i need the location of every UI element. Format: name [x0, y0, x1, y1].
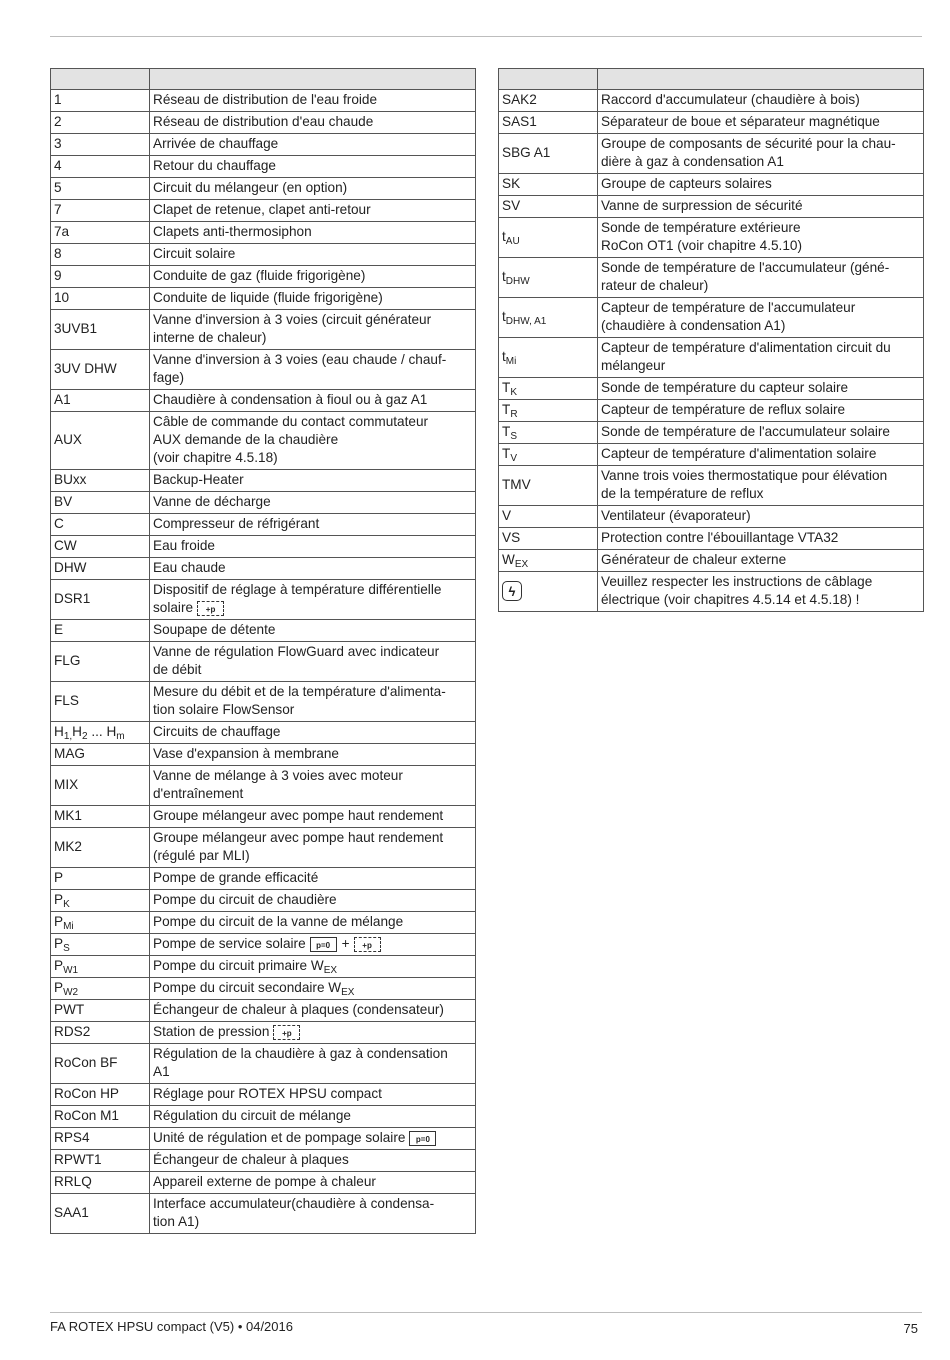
legend-table-left [50, 68, 476, 1234]
legend-description [150, 390, 476, 412]
legend-description [150, 1044, 476, 1084]
legend-description [150, 580, 476, 620]
description-line: de débit [153, 662, 202, 677]
legend-description [150, 310, 476, 350]
description-line: Groupe de capteurs solaires [601, 176, 772, 191]
table-row [51, 288, 476, 310]
legend-code: 3UV DHW [51, 350, 150, 390]
header-cell [598, 69, 924, 90]
legend-description [598, 444, 924, 466]
legend-code: $t_{AU}$ [499, 218, 598, 258]
legend-description [150, 112, 476, 134]
description-line: Générateur de chaleur externe [601, 552, 787, 567]
legend-code: FLS [51, 682, 150, 722]
table-row [499, 134, 924, 174]
legend-code: MK1 [51, 806, 150, 828]
description-line: Vanne de surpression de sécurité [601, 198, 803, 213]
table-row [51, 222, 476, 244]
description-line: Protection contre l'ébouillantage VTA32 [601, 530, 839, 545]
legend-code: AUX [51, 412, 150, 470]
table-row [51, 244, 476, 266]
legend-code: 9 [51, 266, 150, 288]
legend-description [150, 178, 476, 200]
legend-code: RDS2 [51, 1022, 150, 1044]
description-line: Backup-Heater [153, 472, 244, 487]
legend-description [150, 978, 476, 1000]
legend-code: 3UVB1 [51, 310, 150, 350]
legend-code: 10 [51, 288, 150, 310]
legend-code: A1 [51, 390, 150, 412]
legend-code: $P_{W1}$ [51, 956, 150, 978]
description-line: Échangeur de chaleur à plaques [153, 1152, 349, 1167]
legend-table-right [498, 68, 924, 612]
description-line: Vanne d'inversion à 3 voies (circuit générateur [153, 312, 432, 327]
description-line: Retour du chauffage [153, 158, 276, 173]
table-row [51, 956, 476, 978]
table-row [499, 258, 924, 298]
table-row [499, 506, 924, 528]
legend-description [598, 572, 924, 612]
page-number: 75 [903, 1321, 918, 1336]
table-row [51, 390, 476, 412]
legend-description [150, 956, 476, 978]
table-row [499, 338, 924, 378]
description-line: Eau froide [153, 538, 215, 553]
legend-code: 1 [51, 90, 150, 112]
legend-description [598, 550, 924, 572]
description-subscript: EX [341, 987, 355, 998]
header-cell [499, 69, 598, 90]
description-line: Régulation de la chaudière à gaz à condensation [153, 1046, 448, 1061]
description-line: rateur de chaleur) [601, 278, 709, 293]
legend-code: $P_{W2}$ [51, 978, 150, 1000]
description-line: (régulé par MLI) [153, 848, 250, 863]
description-line: Eau chaude [153, 560, 226, 575]
description-line: de la température de reflux [601, 486, 764, 501]
table-row [51, 806, 476, 828]
table-row [499, 400, 924, 422]
table-row [51, 492, 476, 514]
table-row [51, 1106, 476, 1128]
legend-description [150, 244, 476, 266]
table-row [51, 642, 476, 682]
description-line: Conduite de liquide (fluide frigorigène) [153, 290, 383, 305]
legend-description [150, 1106, 476, 1128]
table-row [499, 528, 924, 550]
description-line: Capteur de température d'alimentation solaire [601, 446, 877, 461]
legend-code: RPWT1 [51, 1150, 150, 1172]
legend-description [150, 1084, 476, 1106]
description-line: Séparateur de boue et séparateur magnétique [601, 114, 880, 129]
legend-code: $T_R$ [499, 400, 598, 422]
description-line: d'entraînement [153, 786, 244, 801]
description-line: Pompe de service solaire [153, 936, 306, 951]
description-line: dière à gaz à condensation A1 [601, 154, 784, 169]
description-line: Capteur de température de l'accumulateur [601, 300, 856, 315]
legend-description [150, 134, 476, 156]
description-line: RoCon OT1 (voir chapitre 4.5.10) [601, 238, 802, 253]
description-line: Groupe de composants de sécurité pour la chau- [601, 136, 896, 151]
header-rule [50, 36, 922, 37]
description-line: électrique (voir chapitres 4.5.14 et 4.5.18) ! [601, 592, 860, 607]
table-header-row [499, 69, 924, 90]
legend-code: E [51, 620, 150, 642]
legend-description [150, 1194, 476, 1234]
legend-code: BV [51, 492, 150, 514]
legend-description [598, 112, 924, 134]
table-row [51, 536, 476, 558]
legend-code: $T_K$ [499, 378, 598, 400]
description-line: Arrivée de chauffage [153, 136, 279, 151]
legend-code: $P_S$ [51, 934, 150, 956]
legend-code: SK [499, 174, 598, 196]
description-line: Circuit solaire [153, 246, 236, 261]
description-line: fage) [153, 370, 184, 385]
legend-description [150, 828, 476, 868]
legend-description [598, 338, 924, 378]
table-row [51, 620, 476, 642]
description-line: Vanne d'inversion à 3 voies (eau chaude / chauf- [153, 352, 447, 367]
table-row [499, 112, 924, 134]
table-row [499, 90, 924, 112]
table-row [51, 580, 476, 620]
legend-code: 2 [51, 112, 150, 134]
legend-description [150, 1022, 476, 1044]
legend-code: 3 [51, 134, 150, 156]
description-line: Sonde de température extérieure [601, 220, 801, 235]
legend-code: DSR1 [51, 580, 150, 620]
legend-code: $t_{DHW}$ [499, 258, 598, 298]
description-line: Unité de régulation et de pompage solaire [153, 1130, 406, 1145]
table-row [51, 722, 476, 744]
legend-description [150, 766, 476, 806]
legend-code: RRLQ [51, 1172, 150, 1194]
legend-description [150, 558, 476, 580]
description-line: Groupe mélangeur avec pompe haut rendement [153, 808, 444, 823]
legend-code: BUxx [51, 470, 150, 492]
table-row [51, 310, 476, 350]
legend-description [150, 200, 476, 222]
description-line: Pompe du circuit de la vanne de mélange [153, 914, 404, 929]
plus-p-pictogram-icon: +p [197, 601, 224, 616]
legend-description [150, 868, 476, 890]
legend-code: RPS4 [51, 1128, 150, 1150]
legend-description [598, 196, 924, 218]
description-line: Vanne de décharge [153, 494, 271, 509]
description-line: Clapet de retenue, clapet anti-retour [153, 202, 371, 217]
table-header-row [51, 69, 476, 90]
description-line: Pompe de grande efficacité [153, 870, 319, 885]
table-row [51, 1194, 476, 1234]
description-line: Capteur de température de reflux solaire [601, 402, 846, 417]
table-row [51, 412, 476, 470]
legend-description [598, 466, 924, 506]
legend-description [150, 620, 476, 642]
table-row [499, 444, 924, 466]
table-row [499, 572, 924, 612]
description-line: Capteur de température d'alimentation circuit du [601, 340, 891, 355]
legend-code: RoCon BF [51, 1044, 150, 1084]
description-line: Sonde de température de l'accumulateur (géné- [601, 260, 890, 275]
legend-description [598, 422, 924, 444]
description-line: Appareil externe de pompe à chaleur [153, 1174, 376, 1189]
legend-code: $W_{EX}$ [499, 550, 598, 572]
description-line: Sonde de température de l'accumulateur solaire [601, 424, 890, 439]
legend-code: SAA1 [51, 1194, 150, 1234]
legend-description [598, 174, 924, 196]
description-line: Chaudière à condensation à fioul ou à gaz A1 [153, 392, 428, 407]
electrical-warning-icon: ϟ [502, 581, 522, 601]
legend-code [499, 572, 598, 612]
description-line: Échangeur de chaleur à plaques (condensateur) [153, 1002, 444, 1017]
table-row [51, 1022, 476, 1044]
legend-code: $T_V$ [499, 444, 598, 466]
legend-code: RoCon M1 [51, 1106, 150, 1128]
table-row [51, 470, 476, 492]
legend-description [598, 400, 924, 422]
description-line: Pompe du circuit de chaudière [153, 892, 337, 907]
table-row [51, 200, 476, 222]
table-row [51, 266, 476, 288]
table-row [51, 766, 476, 806]
table-row [499, 466, 924, 506]
legend-description [150, 890, 476, 912]
description-line: interne de chaleur) [153, 330, 267, 345]
table-row [51, 156, 476, 178]
plus-p-pictogram-icon: +p [354, 937, 381, 952]
description-line: tion solaire FlowSensor [153, 702, 295, 717]
table-row [51, 934, 476, 956]
legend-code: 7 [51, 200, 150, 222]
description-line: Clapets anti-thermosiphon [153, 224, 312, 239]
table-row [499, 298, 924, 338]
legend-description [150, 1000, 476, 1022]
table-row [51, 682, 476, 722]
legend-code: $P_{Mi}$ [51, 912, 150, 934]
description-line: Dispositif de réglage à température différentielle [153, 582, 442, 597]
table-row [51, 744, 476, 766]
footer-rule [50, 1312, 922, 1313]
legend-description [150, 514, 476, 536]
header-cell [51, 69, 150, 90]
description-line: Réseau de distribution de l'eau froide [153, 92, 378, 107]
legend-description [598, 90, 924, 112]
description-line: mélangeur [601, 358, 666, 373]
description-line: Conduite de gaz (fluide frigorigène) [153, 268, 366, 283]
table-row [51, 978, 476, 1000]
legend-code: $H_{1,}H_2$ ... $H_m$ [51, 722, 150, 744]
description-line: Sonde de température du capteur solaire [601, 380, 849, 395]
legend-description [150, 934, 476, 956]
table-row [499, 218, 924, 258]
legend-description [598, 528, 924, 550]
description-line: solaire [153, 600, 194, 615]
legend-description [150, 492, 476, 514]
legend-description [150, 722, 476, 744]
legend-code: 8 [51, 244, 150, 266]
legend-code: $T_S$ [499, 422, 598, 444]
legend-description [150, 682, 476, 722]
description-line: Vase d'expansion à membrane [153, 746, 339, 761]
legend-description [150, 642, 476, 682]
legend-code: RoCon HP [51, 1084, 150, 1106]
table-row [51, 90, 476, 112]
description-line: Réglage pour ROTEX HPSU compact [153, 1086, 382, 1101]
legend-code: SBG A1 [499, 134, 598, 174]
description-line: Interface accumulateur(chaudière à condensa- [153, 1196, 435, 1211]
legend-description [150, 1150, 476, 1172]
legend-code: CW [51, 536, 150, 558]
legend-code: FLG [51, 642, 150, 682]
legend-code: P [51, 868, 150, 890]
description-line: Circuit du mélangeur (en option) [153, 180, 348, 195]
legend-code: 4 [51, 156, 150, 178]
description-line: (chaudière à condensation A1) [601, 318, 786, 333]
description-line: tion A1) [153, 1214, 200, 1229]
table-row [51, 912, 476, 934]
legend-description [150, 156, 476, 178]
table-row [51, 868, 476, 890]
description-line: Station de pression [153, 1024, 270, 1039]
legend-description [150, 350, 476, 390]
legend-code: V [499, 506, 598, 528]
table-row [51, 1150, 476, 1172]
legend-description [598, 298, 924, 338]
description-line: Régulation du circuit de mélange [153, 1108, 351, 1123]
legend-code: SV [499, 196, 598, 218]
table-row [51, 350, 476, 390]
table-row [499, 196, 924, 218]
legend-code: TMV [499, 466, 598, 506]
table-row [499, 174, 924, 196]
description-line: Groupe mélangeur avec pompe haut rendement [153, 830, 444, 845]
legend-code: PWT [51, 1000, 150, 1022]
description-line: Pompe du circuit primaire W [153, 958, 324, 973]
legend-description [598, 258, 924, 298]
legend-description [150, 90, 476, 112]
description-line: Soupape de détente [153, 622, 276, 637]
legend-code: $t_{Mi}$ [499, 338, 598, 378]
description-line: Circuits de chauffage [153, 724, 281, 739]
table-row [499, 378, 924, 400]
table-row [51, 514, 476, 536]
legend-code: SAS1 [499, 112, 598, 134]
description-line: (voir chapitre 4.5.18) [153, 450, 278, 465]
table-row [51, 1172, 476, 1194]
description-subscript: EX [323, 965, 338, 976]
description-line: Vanne de régulation FlowGuard avec indicateur [153, 644, 440, 659]
header-cell [150, 69, 476, 90]
legend-code: MK2 [51, 828, 150, 868]
legend-description [150, 266, 476, 288]
table-row [51, 828, 476, 868]
description-line: AUX demande de la chaudière [153, 432, 339, 447]
description-line: Ventilateur (évaporateur) [601, 508, 751, 523]
legend-code: SAK2 [499, 90, 598, 112]
table-row [51, 1044, 476, 1084]
legend-description [150, 412, 476, 470]
legend-description [598, 134, 924, 174]
table-row [499, 550, 924, 572]
legend-description [150, 470, 476, 492]
legend-description [150, 912, 476, 934]
plus-p-pictogram-icon: +p [273, 1025, 300, 1040]
p0-pictogram-icon: p=0 [310, 937, 337, 952]
table-row [51, 112, 476, 134]
legend-description [598, 378, 924, 400]
legend-description [150, 1128, 476, 1150]
table-row [51, 890, 476, 912]
legend-code: C [51, 514, 150, 536]
table-row [51, 134, 476, 156]
table-row [51, 1084, 476, 1106]
legend-description [150, 288, 476, 310]
legend-description [150, 1172, 476, 1194]
description-line: Câble de commande du contact commutateur [153, 414, 429, 429]
legend-code: 7a [51, 222, 150, 244]
legend-code: VS [499, 528, 598, 550]
description-line: A1 [153, 1064, 170, 1079]
description-line: Mesure du débit et de la température d'alimenta- [153, 684, 446, 699]
table-row [51, 178, 476, 200]
legend-description [150, 222, 476, 244]
document-footer: FA ROTEX HPSU compact (V5) • 04/2016 [50, 1319, 293, 1334]
legend-code: MIX [51, 766, 150, 806]
description-line: Pompe du circuit secondaire W [153, 980, 342, 995]
legend-description [150, 536, 476, 558]
legend-description [598, 218, 924, 258]
description-line: Vanne de mélange à 3 voies avec moteur [153, 768, 403, 783]
legend-code: $P_K$ [51, 890, 150, 912]
description-line: Veuillez respecter les instructions de câblage [601, 574, 873, 589]
legend-code: 5 [51, 178, 150, 200]
p0-pictogram-icon: p=0 [409, 1131, 436, 1146]
legend-code: DHW [51, 558, 150, 580]
table-row [51, 558, 476, 580]
icon-join: + [341, 936, 350, 951]
legend-code: MAG [51, 744, 150, 766]
table-row [499, 422, 924, 444]
description-line: Réseau de distribution d'eau chaude [153, 114, 374, 129]
description-line: Raccord d'accumulateur (chaudière à bois) [601, 92, 860, 107]
legend-description [598, 506, 924, 528]
legend-code: $t_{DHW, A1}$ [499, 298, 598, 338]
description-line: Compresseur de réfrigérant [153, 516, 320, 531]
legend-description [150, 806, 476, 828]
table-row [51, 1128, 476, 1150]
table-row [51, 1000, 476, 1022]
description-line: Vanne trois voies thermostatique pour élévation [601, 468, 888, 483]
legend-description [150, 744, 476, 766]
